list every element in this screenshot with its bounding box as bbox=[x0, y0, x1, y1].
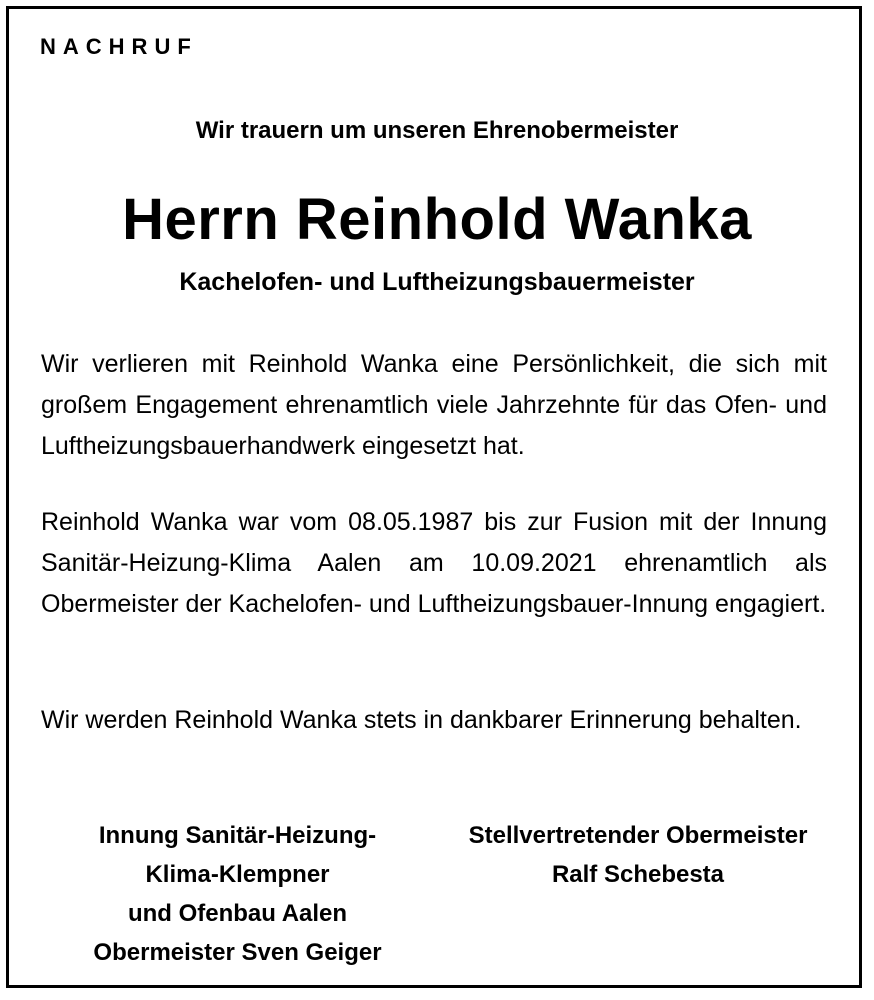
signature-guild-line: Innung Sanitär-Heizung- bbox=[98, 822, 377, 849]
notice-label: NACHRUF bbox=[40, 34, 198, 59]
signature-guild-line: Obermeister Sven Geiger bbox=[93, 939, 382, 966]
paragraph-2: Reinhold Wanka war vom 08.05.1987 bis zur Fusion mit der Innung Sanitär-Heizung-Klima Aalen am 10.09.2021 ehrenamtlich als Obermeister der Kachelofen- und Luftheizungsbauer-Innung engagiert. bbox=[41, 508, 827, 618]
intro-line: Wir trauern um unseren Ehrenobermeister bbox=[195, 117, 679, 144]
paragraph-3: Wir werden Reinhold Wanka stets in dankbarer Erinnerung behalten. bbox=[41, 706, 802, 734]
signature-deputy-line: Stellvertretender Obermeister bbox=[468, 822, 808, 849]
signature-guild bbox=[70, 816, 405, 972]
signature-deputy-line: Ralf Schebesta bbox=[551, 861, 725, 888]
deceased-role: Kachelofen- und Luftheizungsbauermeister bbox=[179, 268, 695, 296]
deceased-name: Herrn Reinhold Wanka bbox=[122, 187, 752, 252]
paragraph-1: Wir verlieren mit Reinhold Wanka eine Persönlichkeit, die sich mit großem Engagement ehrenamtlich viele Jahrzehnte für das Ofen- und Luftheizungsbauerhandwerk eingesetzt hat. bbox=[41, 350, 827, 460]
signature-guild-line: und Ofenbau Aalen bbox=[127, 900, 348, 927]
signature-guild-line: Klima-Klempner bbox=[145, 861, 330, 888]
signature-deputy bbox=[440, 816, 836, 894]
